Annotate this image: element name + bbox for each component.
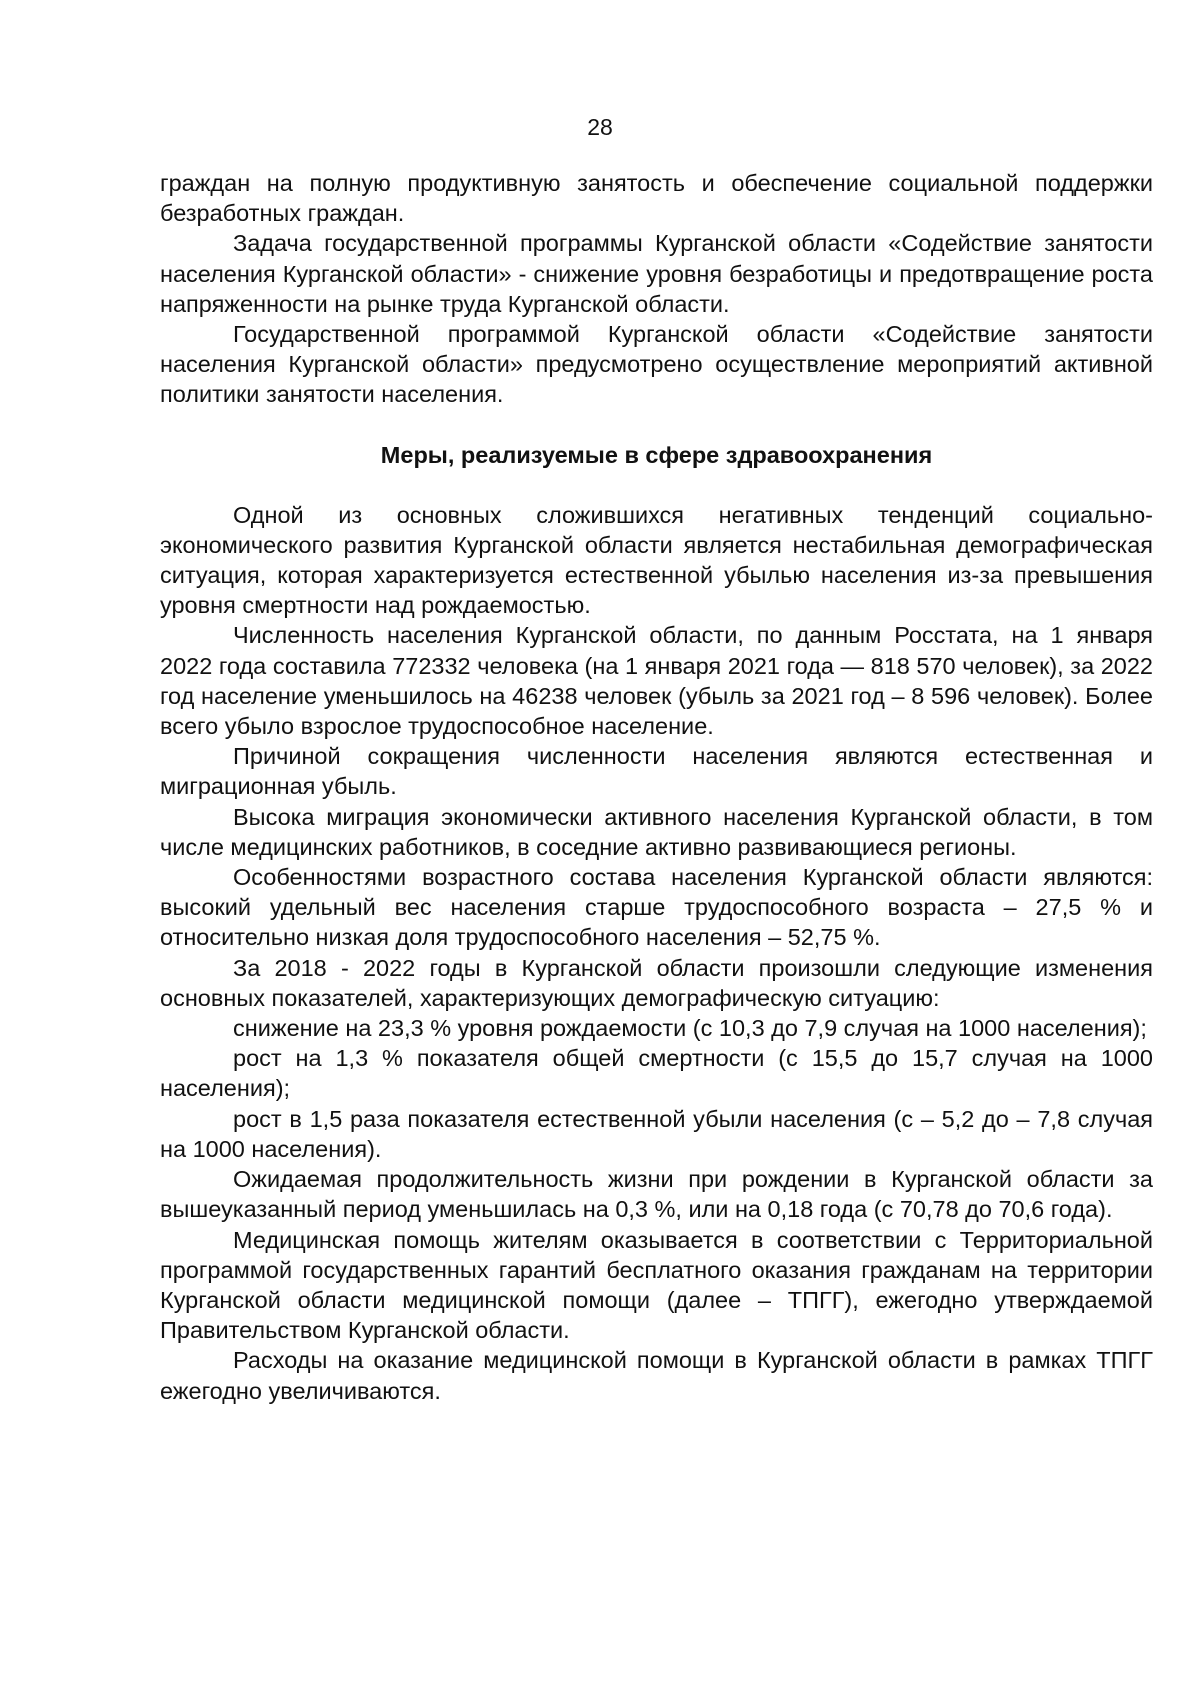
paragraph-population-count: Численность населения Курганской области, по данным Росстата, на 1 января 2022 года составила 772332 человека (на 1 января 2021 года — 818 570 человек), за 2022 год население уменьшилось на 46238 человек (убыль за 2021 год – 8 596 человек). Более всего убыло взрослое трудоспособное население. [160, 622, 1153, 740]
paragraph-migration: Высока миграция экономически активного населения Курганской области, в том числе медицинских работников, в соседние активно развивающиеся регионы. [160, 803, 1153, 860]
page-number: 28 [587, 114, 613, 140]
paragraph-program-task: Задача государственной программы Курганской области «Содействие занятости населения Курганской области» - снижение уровня безработицы и предотвращение роста напряженности на рынке труда Курганской области. [160, 230, 1153, 317]
paragraph-demographic-trend: Одной из основных сложившихся негативных тенденций социально-экономического развития Курганской области является нестабильная демографическая ситуация, которая характеризуется естественной убылью населения из-за превышения уровня смертности над рождаемостью. [160, 501, 1153, 619]
paragraph-indicator-changes: За 2018 - 2022 годы в Курганской области произошли следующие изменения основных показателей, характеризующих демографическую ситуацию: [160, 954, 1153, 1011]
paragraph-natural-decline: рост в 1,5 раза показателя естественной убыли населения (с – 5,2 до – 7,8 случая на 1000 населения). [160, 1105, 1153, 1162]
paragraph-birth-rate: снижение на 23,3 % уровня рождаемости (с 10,3 до 7,9 случая на 1000 населения); [233, 1015, 1147, 1042]
paragraph-continuation: граждан на полную продуктивную занятость и обеспечение социальной поддержки безработных граждан. [160, 170, 1153, 227]
paragraph-life-expectancy: Ожидаемая продолжительность жизни при рождении в Курганской области за вышеуказанный период уменьшилась на 0,3 %, или на 0,18 года (с 70,78 до 70,6 года). [160, 1166, 1153, 1223]
document-body [160, 168, 1153, 1406]
paragraph-program-measures: Государственной программой Курганской области «Содействие занятости населения Курганской области» предусмотрено осуществление мероприятий активной политики занятости населения. [160, 321, 1153, 408]
section-heading: Меры, реализуемые в сфере здравоохранения [380, 441, 933, 468]
paragraph-decline-cause: Причиной сокращения численности населения являются естественная и миграционная убыль. [160, 743, 1153, 800]
paragraph-expenses: Расходы на оказание медицинской помощи в Курганской области в рамках ТПГГ ежегодно увеличиваются. [160, 1347, 1153, 1404]
paragraph-age-structure: Особенностями возрастного состава населения Курганской области являются: высокий удельный вес населения старше трудоспособного возраста – 27,5 % и относительно низкая доля трудоспособного населения – 52,75 %. [160, 864, 1153, 951]
paragraph-mortality: рост на 1,3 % показателя общей смертности (с 15,5 до 15,7 случая на 1000 населения); [160, 1045, 1153, 1102]
paragraph-medical-care: Медицинская помощь жителям оказывается в соответствии с Территориальной программой государственных гарантий бесплатного оказания гражданам на территории Курганской области медицинской помощи (далее – ТПГГ), ежегодно утверждаемой Правительством Курганской области. [160, 1226, 1153, 1344]
